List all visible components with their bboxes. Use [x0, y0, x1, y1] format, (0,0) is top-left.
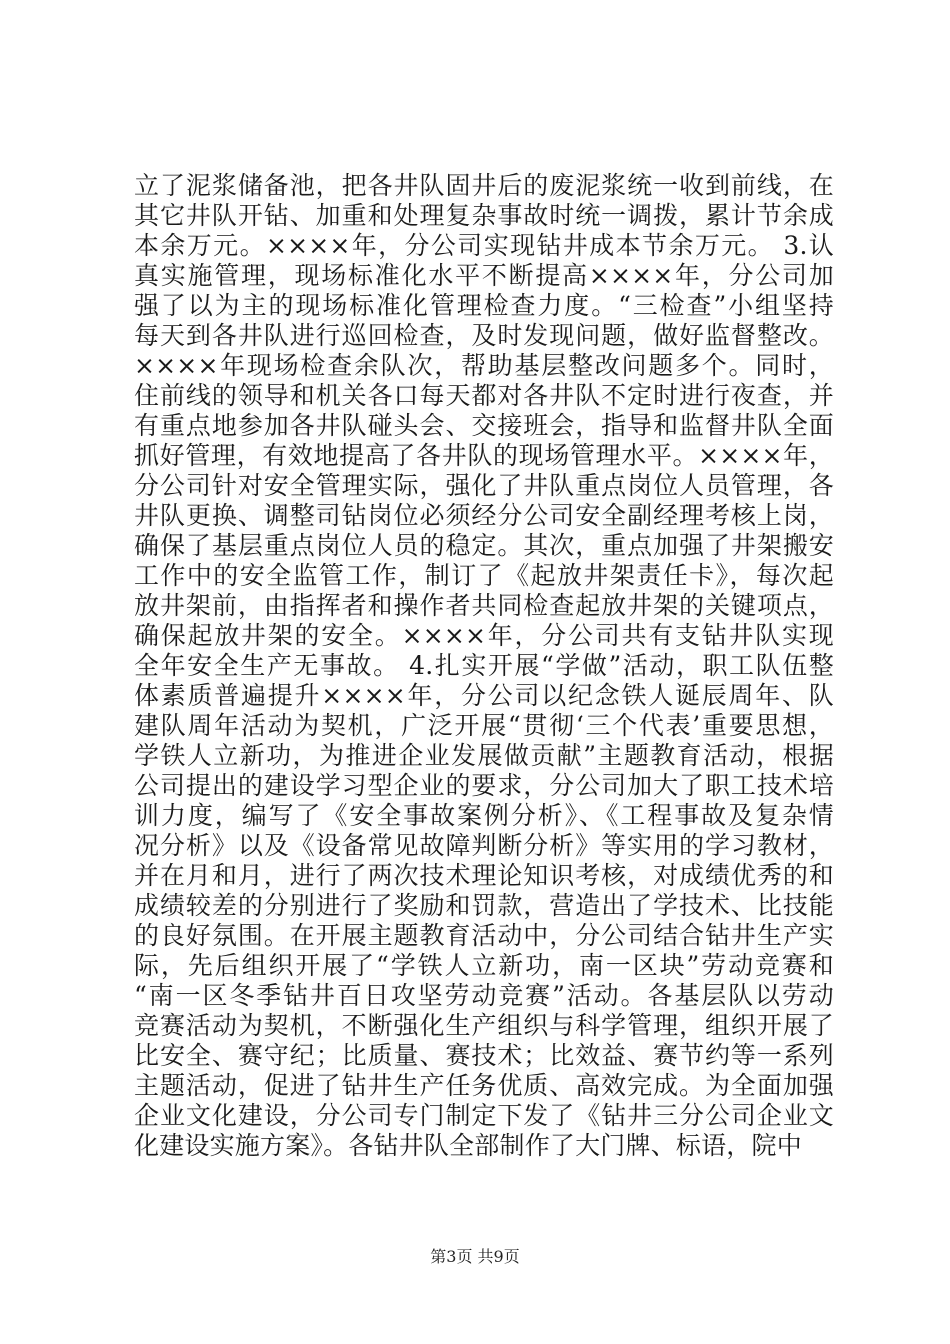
- text-line: 分公司针对安全管理实际，强化了井队重点岗位人员管理，各: [134, 471, 834, 500]
- text-line: 确保了基层重点岗位人员的稳定。其次，重点加强了井架搬安: [134, 531, 834, 560]
- text-line: 的良好氛围。在开展主题教育活动中，分公司结合钻井生产实: [134, 921, 834, 950]
- text-line: 主题活动，促进了钻井生产任务优质、高效完成。为全面加强: [134, 1071, 834, 1100]
- text-line: 放井架前，由指挥者和操作者共同检查起放井架的关键项点，: [134, 591, 834, 620]
- text-line: 住前线的领导和机关各口每天都对各井队不定时进行夜查，并: [134, 381, 834, 410]
- text-line: 井队更换、调整司钻岗位必须经分公司安全副经理考核上岗，: [134, 501, 834, 530]
- text-line: 全年安全生产无事故。 4.扎实开展“学做”活动，职工队伍整: [134, 651, 834, 680]
- page-number-footer: 第3页 共9页: [430, 1247, 520, 1266]
- text-line: 本余万元。××××年，分公司实现钻井成本节余万元。 3.认: [134, 231, 834, 260]
- text-line: 体素质普遍提升××××年，分公司以纪念铁人诞辰周年、队: [134, 681, 834, 710]
- text-line: ××××年现场检查余队次，帮助基层整改问题多个。同时，: [134, 351, 834, 380]
- text-line: 立了泥浆储备池，把各井队固井后的废泥浆统一收到前线，在: [134, 171, 834, 200]
- text-line: 抓好管理，有效地提高了各井队的现场管理水平。××××年，: [134, 441, 834, 470]
- text-line: “南一区冬季钻井百日攻坚劳动竞赛”活动。各基层队以劳动: [134, 981, 834, 1010]
- text-line: 学铁人立新功，为推进企业发展做贡献”主题教育活动，根据: [134, 741, 834, 770]
- text-line: 比安全、赛守纪；比质量、赛技术；比效益、赛节约等一系列: [134, 1041, 834, 1070]
- text-line: 竞赛活动为契机，不断强化生产组织与科学管理，组织开展了: [134, 1011, 834, 1040]
- text-line: 有重点地参加各井队碰头会、交接班会，指导和监督井队全面: [134, 411, 834, 440]
- text-line: 际，先后组织开展了“学铁人立新功，南一区块”劳动竞赛和: [134, 951, 834, 980]
- text-line: 每天到各井队进行巡回检查，及时发现问题，做好监督整改。: [134, 321, 834, 350]
- body-text: [134, 171, 834, 1161]
- text-line: 企业文化建设，分公司专门制定下发了《钻井三分公司企业文: [134, 1101, 834, 1130]
- text-line: 况分析》以及《设备常见故障判断分析》等实用的学习教材，: [134, 831, 834, 860]
- text-line: 公司提出的建设学习型企业的要求，分公司加大了职工技术培: [134, 771, 834, 800]
- text-line: 成绩较差的分别进行了奖励和罚款，营造出了学技术、比技能: [134, 891, 834, 920]
- text-line: 确保起放井架的安全。××××年，分公司共有支钻井队实现: [134, 621, 834, 650]
- text-line: 强了以为主的现场标准化管理检查力度。“三检查”小组坚持: [134, 291, 834, 320]
- text-line: 真实施管理，现场标准化水平不断提高××××年，分公司加: [134, 261, 834, 290]
- text-line: 工作中的安全监管工作，制订了《起放井架责任卡》，每次起: [134, 561, 834, 590]
- text-line: 建队周年活动为契机，广泛开展“贯彻‘三个代表’重要思想，: [134, 711, 834, 740]
- text-line: 其它井队开钻、加重和处理复杂事故时统一调拨，累计节余成: [134, 201, 834, 230]
- text-line: 化建设实施方案》。各钻井队全部制作了大门牌、标语，院中: [134, 1131, 802, 1160]
- text-line: 并在月和月，进行了两次技术理论知识考核，对成绩优秀的和: [134, 861, 834, 890]
- text-line: 训力度，编写了《安全事故案例分析》、《工程事故及复杂情: [134, 801, 834, 830]
